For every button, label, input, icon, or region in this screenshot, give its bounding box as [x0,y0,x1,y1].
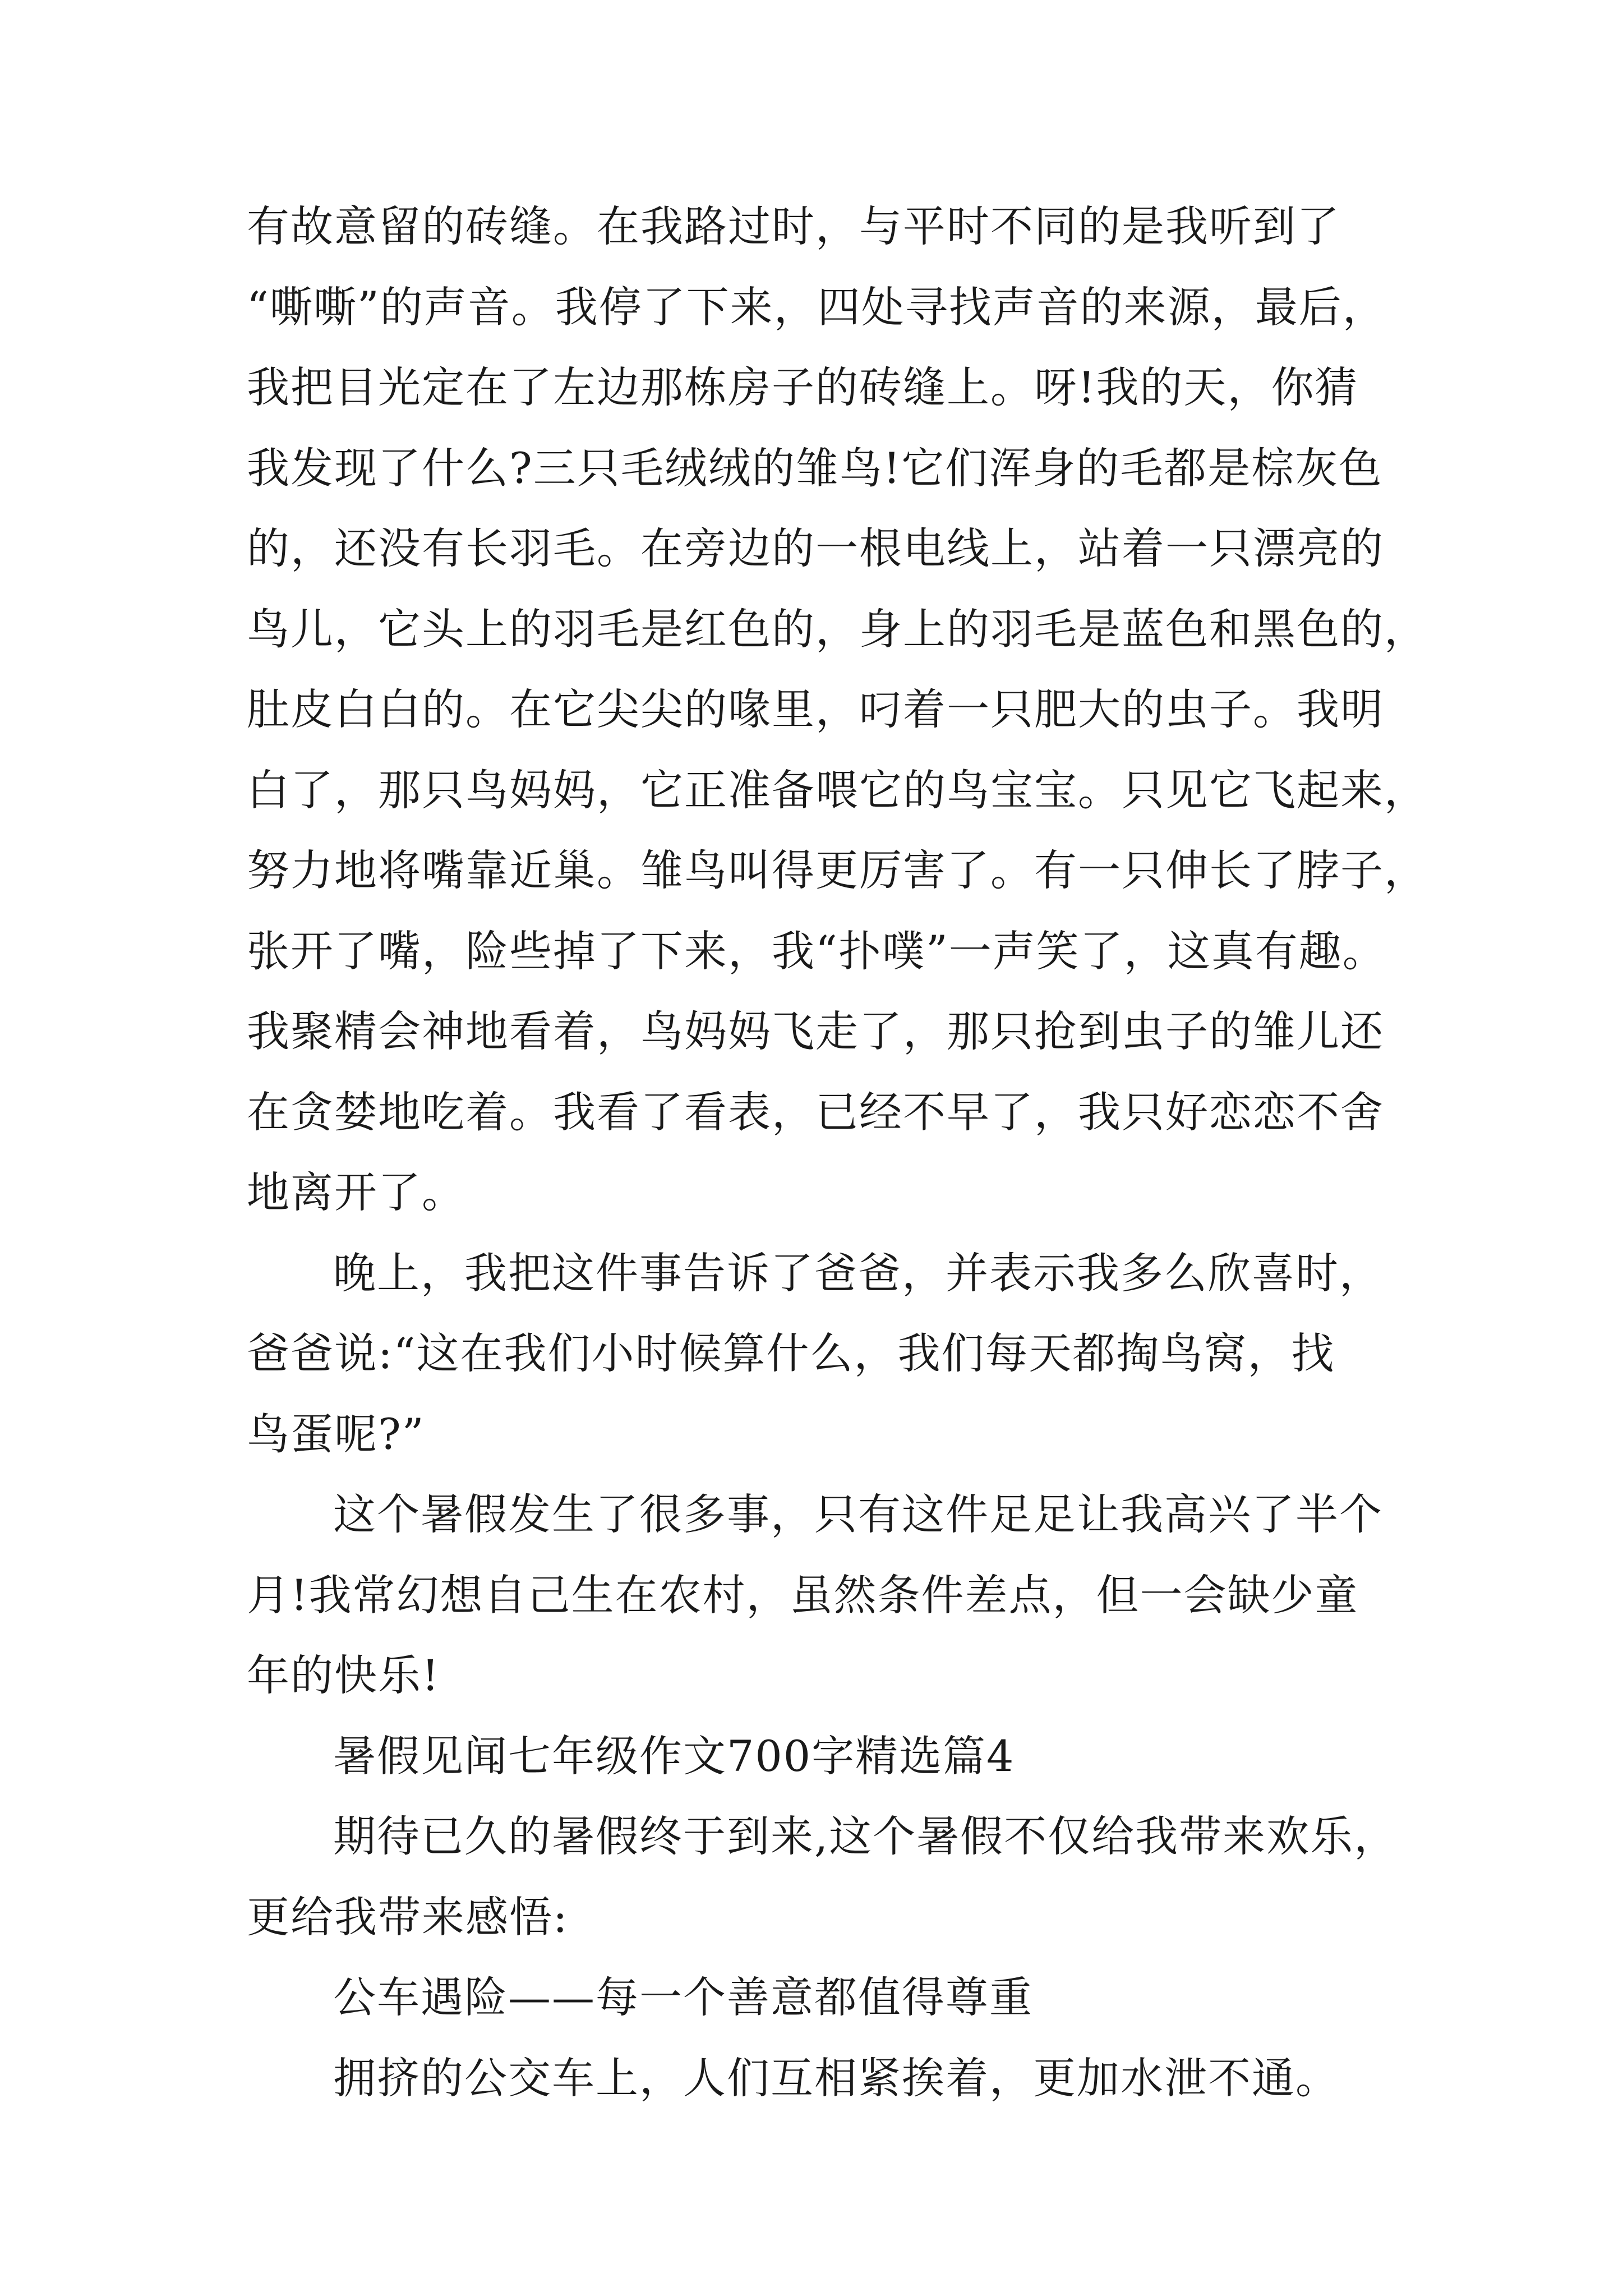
text-line: 鸟蛋呢?” [247,1409,425,1459]
text-line: 有故意留的砖缝。在我路过时，与平时不同的是我听到了 [247,201,1340,251]
text-line: 月!我常幻想自己生在农村，虽然条件差点，但一会缺少童 [247,1570,1359,1620]
text-line: 的，还没有长羽毛。在旁边的一根电线上，站着一只漂亮的 [247,523,1384,573]
section-heading: 暑假见闻七年级作文700字精选篇4 [333,1731,1015,1781]
text-line: 地离开了。 [247,1167,465,1217]
text-line: 肚皮白白的。在它尖尖的喙里，叼着一只肥大的虫子。我明 [247,684,1384,734]
text-line: 在贪婪地吃着。我看了看表，已经不早了，我只好恋恋不舍 [247,1087,1384,1137]
text-line: 鸟儿，它头上的羽毛是红色的，身上的羽毛是蓝色和黑色的， [247,604,1428,654]
text-line: 张开了嘴，险些掉了下来，我“扑噗”一声笑了，这真有趣。 [247,926,1386,976]
text-line: “嘶嘶”的声音。我停了下来，四处寻找声音的来源，最后， [247,282,1386,332]
paragraph-start-line: 这个暑假发生了很多事，只有这件足足让我高兴了半个 [333,1489,1383,1539]
text-line: 爸爸说:“这在我们小时候算什么，我们每天都掏鸟窝，找 [247,1328,1335,1378]
text-line: 白了，那只鸟妈妈，它正准备喂它的鸟宝宝。只见它飞起来， [247,765,1428,815]
text-line: 我把目光定在了左边那栋房子的砖缝上。呀!我的天，你猜 [247,362,1359,412]
subsection-heading: 公车遇险——每一个善意都值得尊重 [333,1972,1033,2022]
paragraph-start-line: 晚上，我把这件事告诉了爸爸，并表示我多么欣喜时， [333,1248,1383,1298]
text-line: 我发现了什么?三只毛绒绒的雏鸟!它们浑身的毛都是棕灰色 [247,443,1383,493]
text-line: 我聚精会神地看着，鸟妈妈飞走了，那只抢到虫子的雏儿还 [247,1006,1384,1056]
text-line: 更给我带来感悟: [247,1892,569,1942]
paragraph-start-line: 拥挤的公交车上，人们互相紧挨着，更加水泄不通。 [333,2053,1339,2103]
text-line: 努力地将嘴靠近巢。雏鸟叫得更厉害了。有一只伸长了脖子， [247,845,1428,895]
text-line: 年的快乐! [247,1650,440,1700]
paragraph-start-line: 期待已久的暑假终于到来,这个暑假不仅给我带来欢乐， [333,1811,1398,1861]
essay-body [247,186,1428,2118]
